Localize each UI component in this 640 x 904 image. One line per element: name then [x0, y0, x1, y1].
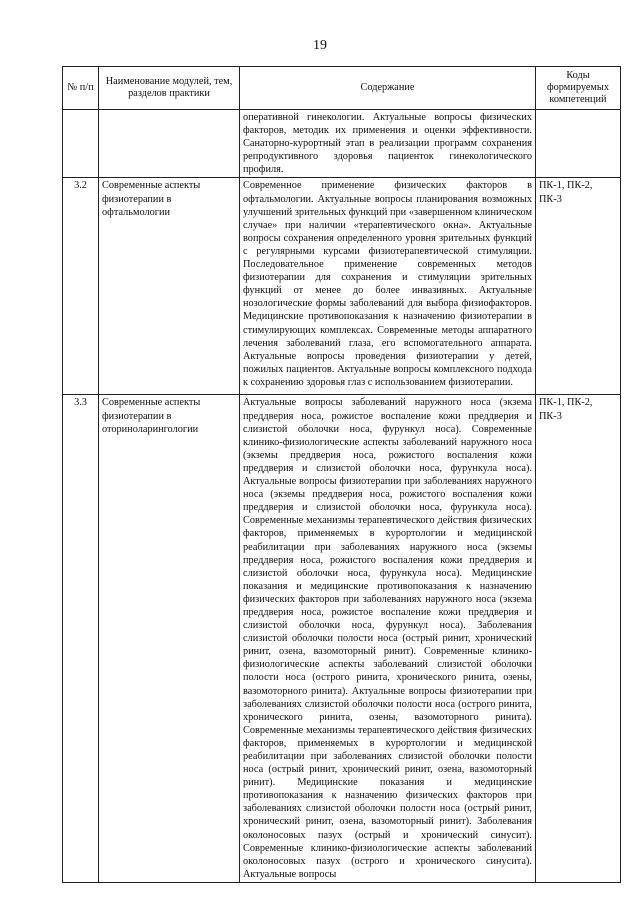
row-name: Современные аспекты физиотерапии в оториноларингологии	[99, 395, 240, 882]
row-codes	[536, 110, 621, 178]
row-num: 3.3	[63, 395, 99, 882]
header-name: Наименование модулей, тем, разделов практики	[99, 67, 240, 110]
table-header-row	[63, 67, 621, 110]
curriculum-table	[62, 66, 621, 883]
row-content: Актуальные вопросы заболеваний наружного носа (экзема преддверия носа, рожистое воспаление кожи преддверия и слизистой оболочки носа, фурункул носа). Современные клинико-физиологические аспекты заболеваний наружного носа (экземы преддверия носа, рожистого воспаления кожи преддверия и слизистой оболочки носа, фурункула носа). Актуальные вопросы физиотерапии при заболеваниях наружного носа (экземы преддверия носа, рожистого воспаления кожи преддверия и слизистой оболочки носа, фурункула носа). Современные механизмы терапевтического действия физических факторов, применяемых в курортологии и медицинской реабилитации при заболеваниях наружного носа (экземы преддверия носа, рожистого воспаления кожи преддверия и слизистой оболочки носа, фурункула носа). Медицинские показания и медицинские противопоказания к назначению физических факторов при заболеваниях наружного носа (экзема преддверия носа, рожистое воспаление кожи преддверия и слизистой оболочки носа, фурункул носа). Заболевания слизистой оболочки полости носа (острый ринит, хронический ринит, озена, вазомоторный ринит). Современные клинико-физиологические аспекты заболеваний слизистой оболочки полости носа (острого ринита, хронического ринита, озены, вазомоторного ринита). Актуальные вопросы физиотерапии при заболеваниях слизистой оболочки полости носа (острого ринита, хронического ринита, озены, вазомоторного ринита). Современные механизмы терапевтического действия физических факторов, применяемых в курортологии и медицинской реабилитации при заболеваниях слизистой оболочки полости носа (острый ринит, хронический ринит, озена, вазомоторный ринит). Медицинские показания и медицинские противопоказания к назначению физических факторов при заболеваниях слизистой оболочки полости носа (острый ринит, хронический ринит, озена, вазомоторный ринит). Заболевания околоносовых пазух (острый и хронический синусит). Современные клинико-физиологические аспекты заболеваний околоносовых пазух (острого и хронического синусита). Актуальные вопросы	[240, 395, 536, 882]
table-row	[63, 178, 621, 395]
row-num: 3.2	[63, 178, 99, 395]
header-num: № п/п	[63, 67, 99, 110]
row-codes: ПК-1, ПК-2, ПК-3	[536, 395, 621, 882]
row-num	[63, 110, 99, 178]
header-codes: Коды формируемых компетенций	[536, 67, 621, 110]
row-codes: ПК-1, ПК-2, ПК-3	[536, 178, 621, 395]
page-number: 19	[313, 38, 327, 53]
row-content: Современное применение физических факторов в офтальмологии. Актуальные вопросы планирования возможных улучшений зрительных функций при «завершенном клиническом случае» при наличии «терапевтического окна». Актуальные вопросы сохранения определенного уровня зрительных функций с регулярными курсами физиотерапевтической стимуляции. Последовательное применение современных методов физиотерапии для сохранения и стимуляции зрительных функций от менее до более инвазивных. Актуальные нозологические формы заболеваний для выбора физиофакторов. Медицинские противопоказания к назначению физиотерапии в стимулирующих комплексах. Современные методы аппаратного лечения заболеваний глаза, его вспомогательного аппарата. Актуальные вопросы проведения физиотерапии у детей, пожилых пациентов. Актуальные вопросы комплексного подхода к сохранению здоровья глаз с использованием физиотерапии.	[240, 178, 536, 395]
table-row	[63, 110, 621, 178]
header-content: Содержание	[240, 67, 536, 110]
row-content: оперативной гинекологии. Актуальные вопросы физических факторов, методик их применения и оценки эффективности. Санаторно-курортный этап в реализации программ сохранения репродуктивного здоровья пациенток гинекологического профиля.	[240, 110, 536, 178]
table-row	[63, 395, 621, 882]
row-name	[99, 110, 240, 178]
row-name: Современные аспекты физиотерапии в офтальмологии	[99, 178, 240, 395]
